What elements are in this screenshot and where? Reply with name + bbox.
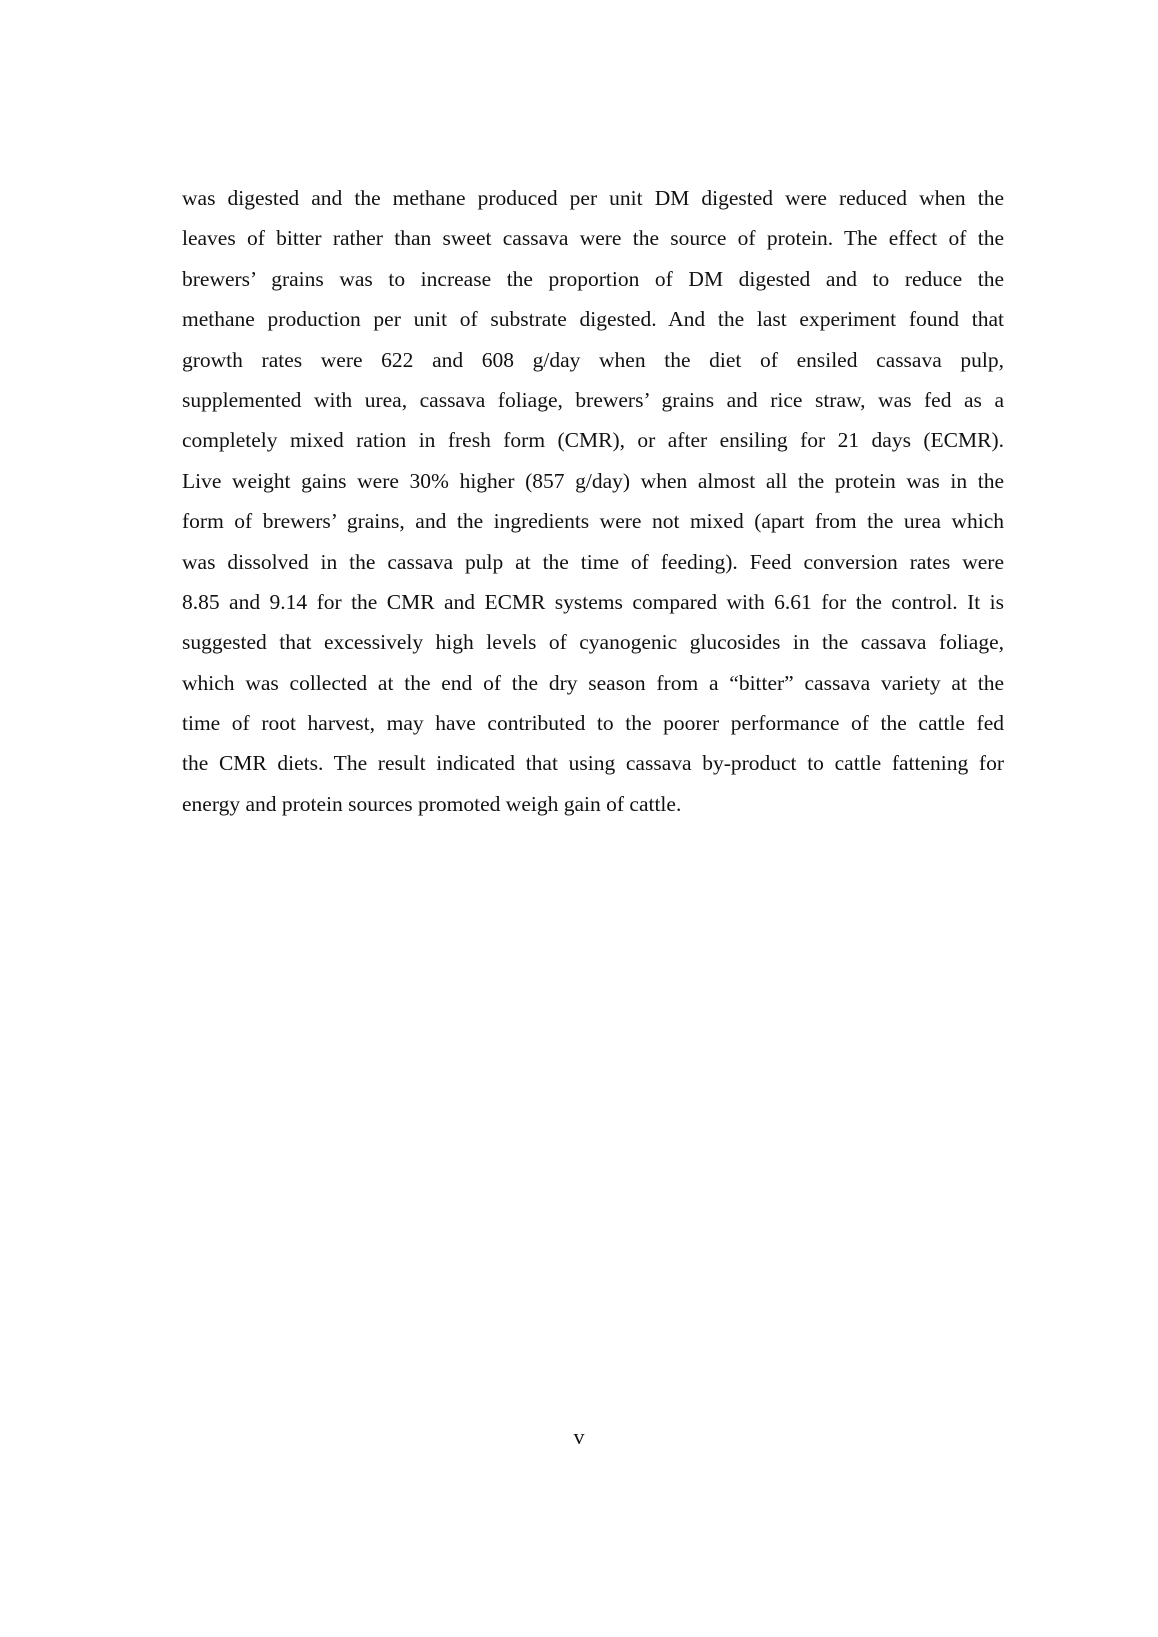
abstract-paragraph [182,178,1004,824]
text-line: energy and protein sources promoted weigh gain of cattle. [182,791,682,816]
text-line: which was collected at the end of the dry season from a “bitter” cassava variety at the [182,670,1004,695]
text-line: 8.85 and 9.14 for the CMR and ECMR systems compared with 6.61 for the control. It is [182,589,1004,614]
text-line: form of brewers’ grains, and the ingredients were not mixed (apart from the urea which [182,509,1004,534]
text-line: methane production per unit of substrate digested. And the last experiment found that [182,307,1004,332]
text-line: brewers’ grains was to increase the proportion of DM digested and to reduce the [182,266,1004,291]
text-line: supplemented with urea, cassava foliage, brewers’ grains and rice straw, was fed as a [182,387,1004,412]
text-line: suggested that excessively high levels of cyanogenic glucosides in the cassava foliage, [182,630,1004,655]
text-line: was dissolved in the cassava pulp at the time of feeding). Feed conversion rates were [182,549,1004,574]
text-line: growth rates were 622 and 608 g/day when the diet of ensiled cassava pulp, [182,347,1004,372]
text-line: completely mixed ration in fresh form (CMR), or after ensiling for 21 days (ECMR). [182,428,1004,453]
text-line: the CMR diets. The result indicated that using cassava by-product to cattle fattening for [182,751,1004,776]
text-line: time of root harvest, may have contributed to the poorer performance of the cattle fed [182,711,1004,736]
text-line: leaves of bitter rather than sweet cassava were the source of protein. The effect of the [182,226,1004,251]
page-number: v [573,1424,585,1449]
text-line: Live weight gains were 30% higher (857 g/day) when almost all the protein was in the [182,468,1004,493]
text-line: was digested and the methane produced per unit DM digested were reduced when the [182,186,1004,210]
